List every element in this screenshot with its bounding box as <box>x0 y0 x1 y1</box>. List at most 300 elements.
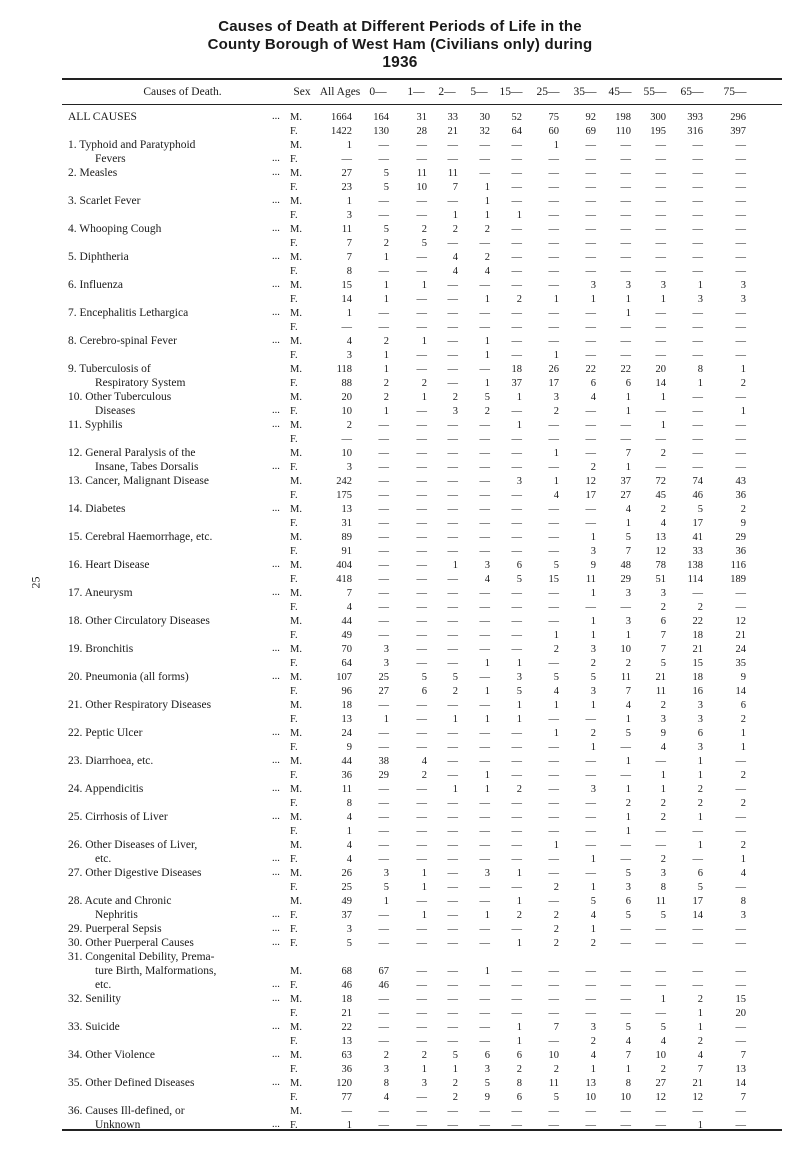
value-cell: 5 <box>553 1092 559 1103</box>
value-cell: — <box>479 1106 490 1117</box>
cause-label: ALL CAUSES <box>68 111 137 123</box>
cause-label: 29. Puerperal Sepsis <box>68 923 162 935</box>
value-cell: — <box>735 980 746 991</box>
value-cell: 2 <box>660 700 666 711</box>
cause-label: 7. Encephalitis Lethargica <box>68 307 189 319</box>
value-cell: — <box>585 994 596 1005</box>
value-cell: 21 <box>735 630 746 641</box>
value-cell: 2 <box>553 644 559 655</box>
value-cell: — <box>447 1022 458 1033</box>
value-cell: 1 <box>484 784 490 795</box>
value-cell: — <box>416 630 427 641</box>
leader-dots: ... <box>272 461 280 472</box>
value-cell: — <box>511 280 522 291</box>
value-cell: — <box>378 826 389 837</box>
value-cell: 11 <box>655 686 666 697</box>
value-cell: — <box>692 182 703 193</box>
sex-cell: M. <box>290 280 302 291</box>
value-cell: — <box>620 1008 631 1019</box>
value-cell: 72 <box>655 476 666 487</box>
cause-label: 24. Appendicitis <box>68 783 144 795</box>
sex-cell: M. <box>290 812 302 823</box>
value-cell: 3 <box>346 210 352 221</box>
value-cell: 21 <box>447 126 458 137</box>
sex-cell: F. <box>290 686 298 697</box>
value-cell: 31 <box>416 112 427 123</box>
value-cell: — <box>585 350 596 361</box>
value-cell: 5 <box>383 182 389 193</box>
value-cell: 67 <box>378 966 389 977</box>
value-cell: — <box>585 434 596 445</box>
value-cell: 1 <box>484 686 490 697</box>
value-cell: — <box>511 644 522 655</box>
value-cell: — <box>447 700 458 711</box>
sex-cell: F. <box>290 798 298 809</box>
value-cell: 2 <box>625 798 631 809</box>
value-cell: 3 <box>590 644 596 655</box>
value-cell: — <box>620 252 631 263</box>
sex-cell: F. <box>290 350 298 361</box>
value-cell: — <box>416 252 427 263</box>
sex-cell: F. <box>290 406 298 417</box>
value-cell: — <box>692 420 703 431</box>
value-cell: — <box>479 994 490 1005</box>
value-cell: — <box>378 1022 389 1033</box>
value-cell: — <box>416 826 427 837</box>
sex-cell: M. <box>290 336 302 347</box>
value-cell: — <box>692 336 703 347</box>
value-cell: — <box>735 448 746 459</box>
sex-cell: M. <box>290 504 302 515</box>
value-cell: 5 <box>421 672 427 683</box>
value-cell: — <box>378 504 389 515</box>
value-cell: 21 <box>692 644 703 655</box>
leader-dots: ... <box>272 643 280 654</box>
value-cell: — <box>692 154 703 165</box>
value-cell: — <box>735 924 746 935</box>
value-cell: — <box>416 742 427 753</box>
value-cell: 9 <box>740 518 746 529</box>
value-cell: 5 <box>590 672 596 683</box>
value-cell: — <box>447 378 458 389</box>
value-cell: 5 <box>590 896 596 907</box>
value-cell: — <box>548 210 559 221</box>
sex-cell: F. <box>290 1120 298 1131</box>
sex-cell: F. <box>290 378 298 389</box>
value-cell: — <box>416 644 427 655</box>
cause-label: 1. Typhoid and Paratyphoid <box>68 139 196 151</box>
cause-label: 36. Causes Ill-defined, or <box>68 1105 185 1117</box>
value-cell: 1 <box>697 1120 703 1131</box>
value-cell: 2 <box>740 840 746 851</box>
value-cell: — <box>378 462 389 473</box>
value-cell: — <box>620 924 631 935</box>
value-cell: 1 <box>484 966 490 977</box>
value-cell: 14 <box>341 294 352 305</box>
value-cell: 3 <box>346 924 352 935</box>
value-cell: 138 <box>687 560 703 571</box>
value-cell: — <box>548 1106 559 1117</box>
value-cell: — <box>479 546 490 557</box>
leader-dots: ... <box>272 307 280 318</box>
value-cell: — <box>511 140 522 151</box>
value-cell: — <box>620 168 631 179</box>
value-cell: 1 <box>421 336 427 347</box>
value-cell: — <box>511 994 522 1005</box>
value-cell: 12 <box>655 546 666 557</box>
value-cell: 2 <box>553 406 559 417</box>
value-cell: 1 <box>484 196 490 207</box>
value-cell: — <box>655 336 666 347</box>
value-cell: 7 <box>660 644 666 655</box>
value-cell: — <box>479 364 490 375</box>
value-cell: 16 <box>692 686 703 697</box>
value-cell: — <box>511 266 522 277</box>
value-cell: — <box>447 644 458 655</box>
value-cell: — <box>416 658 427 669</box>
value-cell: — <box>447 546 458 557</box>
value-cell: — <box>447 728 458 739</box>
value-cell: 2 <box>516 294 522 305</box>
value-cell: — <box>620 966 631 977</box>
value-cell: — <box>655 350 666 361</box>
value-cell: — <box>585 1106 596 1117</box>
cause-label: 19. Bronchitis <box>68 643 134 655</box>
value-cell: 130 <box>373 126 389 137</box>
value-cell: 14 <box>655 378 666 389</box>
leader-dots: ... <box>272 111 280 122</box>
value-cell: 68 <box>341 966 352 977</box>
sex-cell: M. <box>290 700 302 711</box>
value-cell: — <box>416 434 427 445</box>
value-cell: — <box>692 966 703 977</box>
value-cell: 92 <box>585 112 596 123</box>
sex-cell: M. <box>290 966 302 977</box>
column-header-age-55: 55— <box>643 86 667 98</box>
value-cell: — <box>548 994 559 1005</box>
value-cell: — <box>447 280 458 291</box>
value-cell: — <box>735 210 746 221</box>
value-cell: 2 <box>452 392 458 403</box>
value-cell: — <box>416 1092 427 1103</box>
value-cell: 10 <box>620 644 631 655</box>
column-header-sex: Sex <box>293 86 311 98</box>
value-cell: 1 <box>625 826 631 837</box>
value-cell: — <box>620 238 631 249</box>
value-cell: — <box>620 210 631 221</box>
value-cell: — <box>511 812 522 823</box>
value-cell: — <box>511 462 522 473</box>
value-cell: — <box>585 252 596 263</box>
value-cell: — <box>447 994 458 1005</box>
value-cell: — <box>416 210 427 221</box>
value-cell: — <box>735 224 746 235</box>
leader-dots: ... <box>272 755 280 766</box>
sex-cell: F. <box>290 574 298 585</box>
value-cell: — <box>511 490 522 501</box>
value-cell: 27 <box>378 686 389 697</box>
value-cell: — <box>620 770 631 781</box>
value-cell: — <box>416 938 427 949</box>
value-cell: 64 <box>341 658 352 669</box>
value-cell: 4 <box>625 700 631 711</box>
value-cell: 4 <box>590 1050 596 1061</box>
value-cell: — <box>416 518 427 529</box>
value-cell: 107 <box>336 672 352 683</box>
value-cell: — <box>735 168 746 179</box>
value-cell: 10 <box>655 1050 666 1061</box>
value-cell: 1 <box>590 700 596 711</box>
value-cell: 1 <box>660 770 666 781</box>
value-cell: 8 <box>697 364 703 375</box>
value-cell: 27 <box>341 168 352 179</box>
value-cell: 5 <box>484 1078 490 1089</box>
value-cell: — <box>655 980 666 991</box>
value-cell: 1 <box>625 784 631 795</box>
value-cell: — <box>692 308 703 319</box>
value-cell: — <box>479 700 490 711</box>
value-cell: — <box>692 854 703 865</box>
value-cell: 4 <box>346 602 352 613</box>
value-cell: — <box>585 756 596 767</box>
value-cell: 2 <box>590 1036 596 1047</box>
value-cell: 8 <box>346 798 352 809</box>
sex-cell: F. <box>290 322 298 333</box>
value-cell: — <box>416 350 427 361</box>
value-cell: 2 <box>484 224 490 235</box>
value-cell: 9 <box>346 742 352 753</box>
value-cell: 4 <box>660 1036 666 1047</box>
value-cell: 52 <box>511 112 522 123</box>
value-cell: 17 <box>585 490 596 501</box>
leader-dots: ... <box>272 1021 280 1032</box>
value-cell: 96 <box>341 686 352 697</box>
value-cell: — <box>479 630 490 641</box>
value-cell: — <box>620 196 631 207</box>
value-cell: — <box>548 462 559 473</box>
value-cell: 3 <box>553 392 559 403</box>
value-cell: 3 <box>383 658 389 669</box>
value-cell: 6 <box>660 616 666 627</box>
value-cell: 3 <box>660 714 666 725</box>
value-cell: 3 <box>383 644 389 655</box>
cause-label: 23. Diarrhoea, etc. <box>68 755 154 767</box>
value-cell: — <box>735 182 746 193</box>
value-cell: — <box>548 546 559 557</box>
value-cell: 5 <box>383 224 389 235</box>
value-cell: — <box>378 602 389 613</box>
value-cell: — <box>620 840 631 851</box>
value-cell: 4 <box>625 504 631 515</box>
value-cell: — <box>378 784 389 795</box>
value-cell: 1 <box>383 896 389 907</box>
value-cell: — <box>548 280 559 291</box>
value-cell: — <box>416 420 427 431</box>
cause-label: 33. Suicide <box>68 1021 120 1033</box>
value-cell: — <box>548 420 559 431</box>
cause-label: Respiratory System <box>95 377 186 389</box>
value-cell: 1 <box>740 742 746 753</box>
leader-dots: ... <box>272 1077 280 1088</box>
value-cell: 18 <box>341 994 352 1005</box>
value-cell: 1 <box>553 700 559 711</box>
value-cell: 22 <box>585 364 596 375</box>
value-cell: 4 <box>452 252 458 263</box>
value-cell: 21 <box>692 1078 703 1089</box>
value-cell: 2 <box>625 658 631 669</box>
value-cell: — <box>447 518 458 529</box>
value-cell: 1 <box>590 924 596 935</box>
value-cell: 20 <box>735 1008 746 1019</box>
value-cell: — <box>548 896 559 907</box>
cause-label: 6. Influenza <box>68 279 123 291</box>
value-cell: — <box>479 728 490 739</box>
value-cell: — <box>416 364 427 375</box>
value-cell: 20 <box>655 364 666 375</box>
sex-cell: M. <box>290 616 302 627</box>
value-cell: — <box>479 798 490 809</box>
value-cell: 1 <box>625 630 631 641</box>
cause-label: 32. Senility <box>68 993 122 1005</box>
cause-label: 8. Cerebro-spinal Fever <box>68 335 177 347</box>
value-cell: 1 <box>553 294 559 305</box>
value-cell: — <box>416 966 427 977</box>
sex-cell: F. <box>290 924 298 935</box>
value-cell: 189 <box>730 574 746 585</box>
value-cell: — <box>692 924 703 935</box>
value-cell: 3 <box>590 686 596 697</box>
value-cell: 29 <box>620 574 631 585</box>
value-cell: 1 <box>421 1064 427 1075</box>
value-cell: — <box>416 532 427 543</box>
leader-dots: ... <box>272 783 280 794</box>
value-cell: 26 <box>341 868 352 879</box>
value-cell: 3 <box>740 280 746 291</box>
sex-cell: F. <box>290 1008 298 1019</box>
value-cell: 1 <box>590 854 596 865</box>
value-cell: — <box>548 168 559 179</box>
value-cell: 22 <box>341 1022 352 1033</box>
value-cell: 4 <box>484 266 490 277</box>
value-cell: — <box>479 140 490 151</box>
value-cell: — <box>416 602 427 613</box>
value-cell: 1 <box>452 714 458 725</box>
value-cell: 1 <box>625 392 631 403</box>
value-cell: 30 <box>479 112 490 123</box>
value-cell: — <box>735 434 746 445</box>
sex-cell: M. <box>290 140 302 151</box>
value-cell: 1 <box>740 364 746 375</box>
value-cell: — <box>416 588 427 599</box>
value-cell: 1 <box>452 560 458 571</box>
value-cell: 3 <box>346 462 352 473</box>
value-cell: — <box>620 266 631 277</box>
value-cell: 1 <box>660 294 666 305</box>
value-cell: 1 <box>516 700 522 711</box>
value-cell: 11 <box>341 784 352 795</box>
value-cell: 1 <box>516 1022 522 1033</box>
value-cell: — <box>511 434 522 445</box>
sex-cell: M. <box>290 868 302 879</box>
value-cell: 88 <box>341 378 352 389</box>
value-cell: 2 <box>516 1064 522 1075</box>
value-cell: 5 <box>516 686 522 697</box>
value-cell: — <box>735 826 746 837</box>
value-cell: — <box>511 532 522 543</box>
value-cell: — <box>620 140 631 151</box>
value-cell: 5 <box>697 882 703 893</box>
value-cell: — <box>655 154 666 165</box>
value-cell: 13 <box>735 1064 746 1075</box>
value-cell: 7 <box>697 1064 703 1075</box>
value-cell: 1 <box>484 336 490 347</box>
value-cell: — <box>692 980 703 991</box>
value-cell: — <box>479 840 490 851</box>
value-cell: — <box>735 392 746 403</box>
value-cell: 25 <box>378 672 389 683</box>
value-cell: — <box>548 182 559 193</box>
value-cell: 13 <box>341 714 352 725</box>
leader-dots: ... <box>272 153 280 164</box>
value-cell: 1 <box>590 588 596 599</box>
value-cell: 20 <box>341 392 352 403</box>
value-cell: — <box>479 434 490 445</box>
value-cell: — <box>479 672 490 683</box>
value-cell: 1 <box>590 742 596 753</box>
value-cell: — <box>378 196 389 207</box>
value-cell: — <box>692 196 703 207</box>
column-header-age-5: 5— <box>470 86 488 98</box>
value-cell: — <box>735 154 746 165</box>
value-cell: 175 <box>336 490 352 501</box>
value-cell: 11 <box>548 1078 559 1089</box>
value-cell: — <box>692 1106 703 1117</box>
value-cell: 110 <box>615 126 631 137</box>
value-cell: 2 <box>590 728 596 739</box>
value-cell: 1 <box>697 812 703 823</box>
value-cell: — <box>511 588 522 599</box>
value-cell: 418 <box>336 574 352 585</box>
value-cell: 6 <box>516 1050 522 1061</box>
value-cell: — <box>378 938 389 949</box>
table-bottom-rule <box>62 1129 782 1131</box>
value-cell: — <box>620 980 631 991</box>
value-cell: 2 <box>660 602 666 613</box>
value-cell: — <box>511 756 522 767</box>
value-cell: 1 <box>421 280 427 291</box>
value-cell: 38 <box>378 756 389 767</box>
value-cell: 5 <box>625 532 631 543</box>
value-cell: — <box>692 350 703 361</box>
sex-cell: F. <box>290 518 298 529</box>
value-cell: 29 <box>378 770 389 781</box>
value-cell: — <box>416 1106 427 1117</box>
cause-label: Unknown <box>95 1119 141 1131</box>
value-cell: — <box>416 546 427 557</box>
value-cell: 46 <box>341 980 352 991</box>
value-cell: — <box>447 350 458 361</box>
value-cell: 5 <box>553 672 559 683</box>
title-line-1: Causes of Death at Different Periods of Life in the <box>218 18 582 35</box>
leader-dots: ... <box>272 419 280 430</box>
value-cell: 1 <box>660 994 666 1005</box>
value-cell: — <box>378 308 389 319</box>
value-cell: — <box>655 210 666 221</box>
value-cell: 6 <box>697 728 703 739</box>
sex-cell: F. <box>290 658 298 669</box>
value-cell: 1 <box>516 420 522 431</box>
value-cell: 10 <box>416 182 427 193</box>
